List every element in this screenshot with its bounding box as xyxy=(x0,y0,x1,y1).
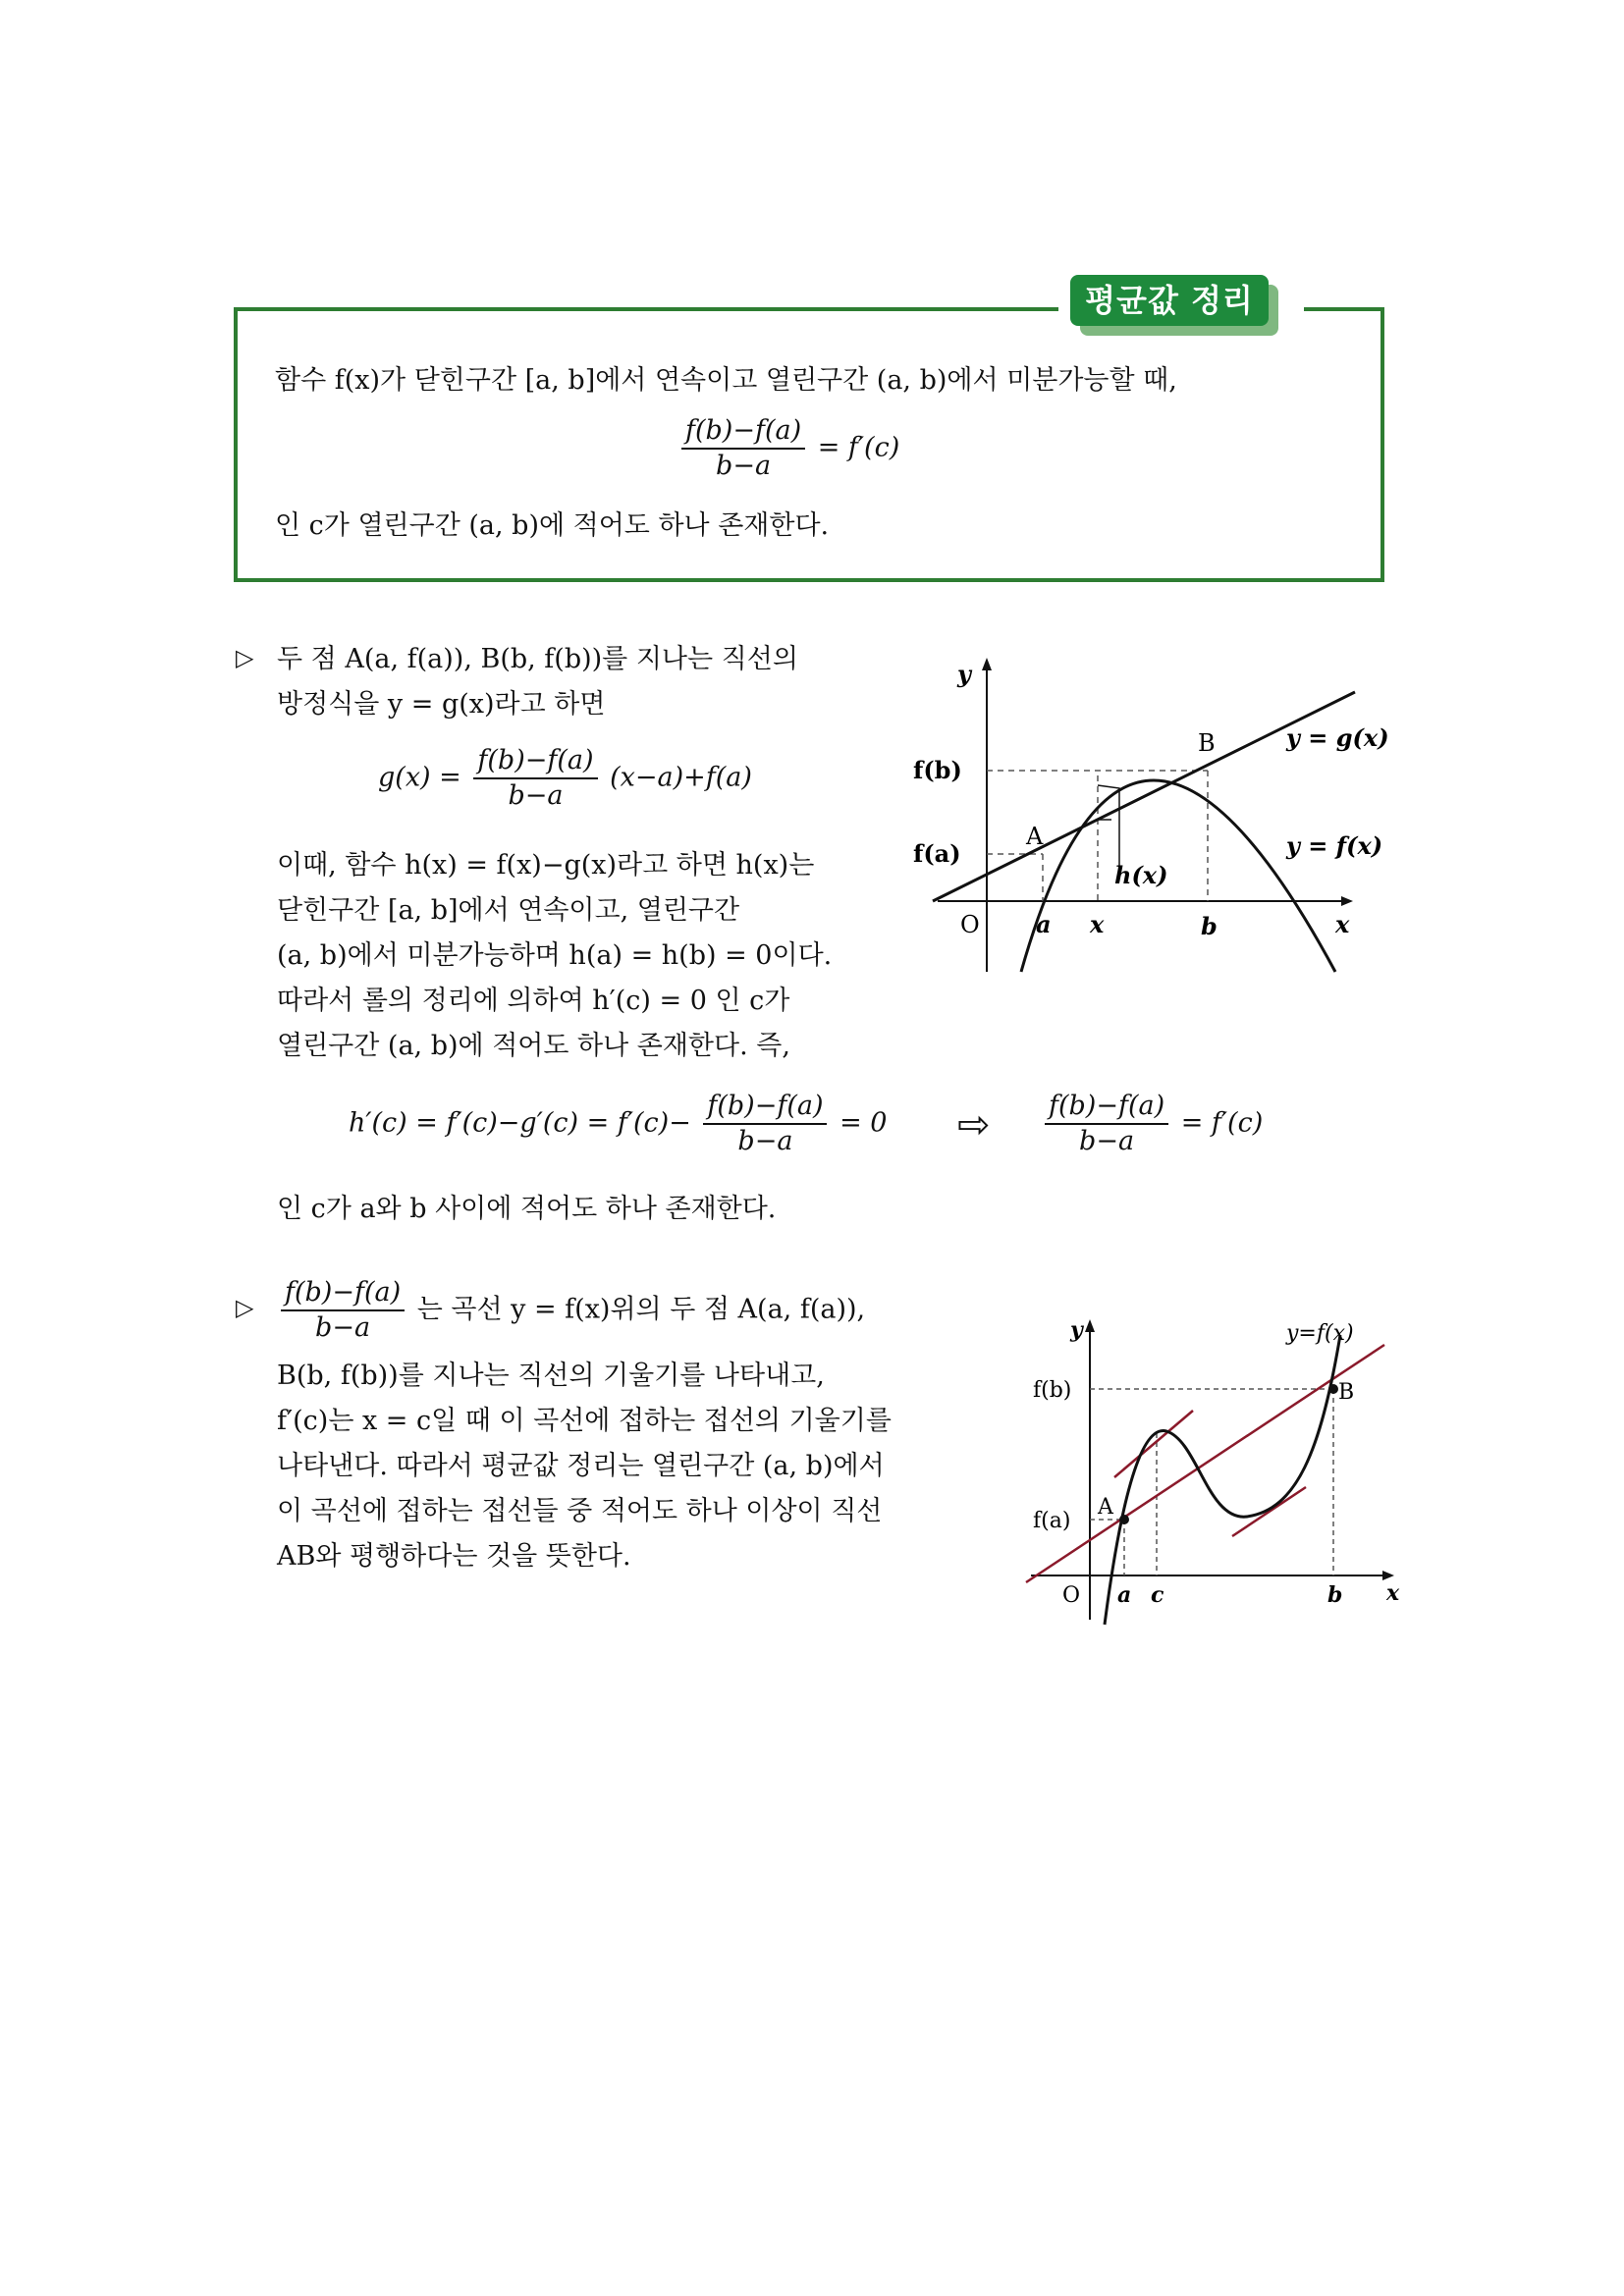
proof-line-2: 방정식을 y = g(x)라고 하면 xyxy=(277,689,606,720)
tick-c-label: c xyxy=(1151,1582,1164,1608)
x-axis-label: x xyxy=(1386,1580,1400,1606)
meaning-line-4: 나타낸다. 따라서 평균값 정리는 열린구간 (a, b)에서 xyxy=(277,1451,885,1481)
graph-cubic-tangents xyxy=(1011,1296,1424,1629)
h-derivative-formula xyxy=(349,1090,887,1158)
theorem-fraction xyxy=(681,414,805,483)
g-fraction xyxy=(473,744,597,813)
formula-rhs: = f′(c) xyxy=(817,432,900,463)
y-axis-label: y xyxy=(1070,1317,1083,1343)
h-lhs: h′(c) = f′(c)−g′(c) = f′(c)− xyxy=(349,1107,691,1139)
meaning-line-3: f′(c)는 x = c일 때 이 곡선에 접하는 접선의 기울기를 xyxy=(277,1406,892,1436)
h-rhs: = 0 xyxy=(839,1107,888,1139)
g-line-label: y = g(x) xyxy=(1286,723,1389,752)
proof-para-5: 열린구간 (a, b)에 적어도 하나 존재한다. 즉, xyxy=(277,1031,790,1061)
result-fraction xyxy=(1045,1090,1168,1158)
proof-line-1: 두 점 A(a, f(a)), B(b, f(b))를 지나는 직선의 xyxy=(277,644,798,674)
meaning-line-1-text: 는 곡선 y = f(x)위의 두 점 A(a, f(a)), xyxy=(416,1294,866,1325)
meaning-fraction xyxy=(281,1276,405,1345)
fa-label: f(a) xyxy=(1033,1509,1071,1533)
h-label: h(x) xyxy=(1114,861,1168,889)
f-curve-label: y=f(x) xyxy=(1286,1321,1354,1346)
theorem-formula xyxy=(677,414,899,483)
y-axis-arrow-icon xyxy=(982,658,992,670)
fraction-denominator: b−a xyxy=(315,1312,371,1343)
y-axis-label: y xyxy=(957,660,971,688)
proof-para-2: 닫힌구간 [a, b]에서 연속이고, 열린구간 xyxy=(277,895,740,926)
h-fraction xyxy=(703,1090,827,1158)
graph-secant-parabola xyxy=(903,648,1414,982)
bullet-triangle-icon: ▷ xyxy=(236,1294,254,1321)
proof-final: 인 c가 a와 b 사이에 적어도 하나 존재한다. xyxy=(277,1194,777,1224)
meaning-line-5: 이 곡선에 접하는 접선들 중 적어도 하나 이상이 직선 xyxy=(277,1496,883,1526)
fa-label: f(a) xyxy=(913,839,961,868)
g-lhs: g(x) = xyxy=(378,762,461,793)
point-a-label: A xyxy=(1026,823,1044,850)
fraction-numerator: f(b)−f(a) xyxy=(681,414,805,450)
point-a-label: A xyxy=(1098,1495,1113,1520)
fb-label: f(b) xyxy=(913,756,962,784)
fraction-denominator: b−a xyxy=(716,451,772,481)
theorem-intro: 함수 f(x)가 닫힌구간 [a, b]에서 연속이고 열린구간 (a, b)에서 미분가능할 때, xyxy=(275,365,1177,396)
fraction-numerator: f(b)−f(a) xyxy=(473,744,597,779)
x-axis-arrow-icon xyxy=(1382,1571,1394,1580)
fb-label: f(b) xyxy=(1033,1378,1072,1403)
theorem-conclusion: 인 c가 열린구간 (a, b)에 적어도 하나 존재한다. xyxy=(275,510,830,541)
point-b xyxy=(1328,1384,1338,1394)
g-formula xyxy=(378,744,752,813)
x-axis-label: x xyxy=(1335,910,1350,938)
origin-label: O xyxy=(960,911,980,938)
x-axis-arrow-icon xyxy=(1341,896,1353,906)
meaning-line-1 xyxy=(277,1276,865,1345)
origin-label: O xyxy=(1062,1583,1081,1608)
tick-b-label: b xyxy=(1201,912,1218,940)
fraction-denominator: b−a xyxy=(737,1126,793,1156)
point-b-label: B xyxy=(1338,1380,1355,1405)
tick-a-label: a xyxy=(1036,910,1052,938)
bullet-triangle-icon: ▷ xyxy=(236,644,254,671)
f-curve-label: y = f(x) xyxy=(1286,831,1383,860)
parabola-curve xyxy=(1021,780,1335,972)
point-a xyxy=(1119,1515,1129,1524)
proof-para-3: (a, b)에서 미분가능하며 h(a) = h(b) = 0이다. xyxy=(277,940,833,971)
tick-x-label: x xyxy=(1090,910,1105,938)
result-rhs: = f′(c) xyxy=(1180,1107,1264,1139)
point-b-label: B xyxy=(1198,729,1216,757)
theorem-title-badge xyxy=(1070,275,1278,336)
fraction-numerator: f(b)−f(a) xyxy=(281,1276,405,1311)
tick-a-label: a xyxy=(1117,1582,1132,1608)
fraction-numerator: f(b)−f(a) xyxy=(703,1090,827,1125)
y-axis-arrow-icon xyxy=(1085,1319,1095,1332)
theorem-title: 평균값 정리 xyxy=(1070,275,1269,326)
cubic-curve xyxy=(1105,1335,1343,1625)
proof-para-4: 따라서 롤의 정리에 의하여 h′(c) = 0 인 c가 xyxy=(277,986,790,1016)
fraction-numerator: f(b)−f(a) xyxy=(1045,1090,1168,1125)
implies-arrow-icon: ⇨ xyxy=(957,1102,991,1148)
fraction-denominator: b−a xyxy=(1079,1126,1135,1156)
proof-para-1: 이때, 함수 h(x) = f(x)−g(x)라고 하면 h(x)는 xyxy=(277,850,815,881)
tick-b-label: b xyxy=(1327,1582,1343,1608)
meaning-line-6: AB와 평행하다는 것을 뜻한다. xyxy=(277,1541,631,1572)
result-formula xyxy=(1041,1090,1263,1158)
g-rhs: (x−a)+f(a) xyxy=(610,762,752,793)
tangent-local-min xyxy=(1232,1487,1306,1536)
meaning-line-2: B(b, f(b))를 지나는 직선의 기울기를 나타내고, xyxy=(277,1361,825,1391)
fraction-denominator: b−a xyxy=(508,780,564,811)
